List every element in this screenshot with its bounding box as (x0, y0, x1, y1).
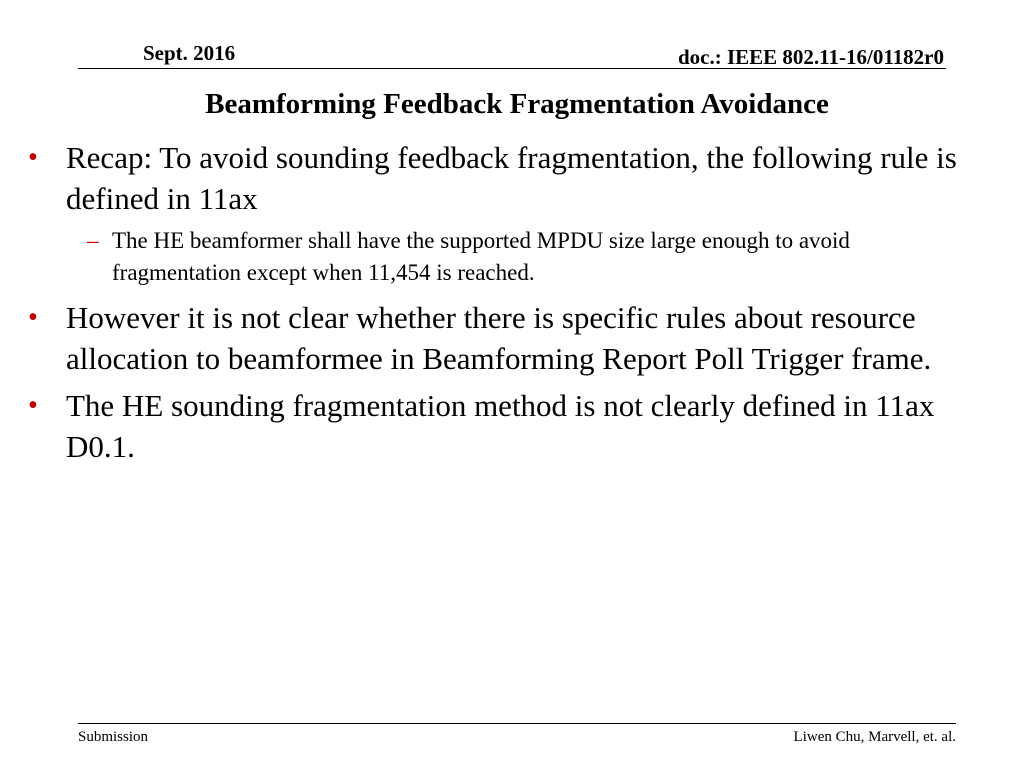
bullet-item (0, 297, 1024, 379)
sub-bullet-item (0, 225, 1024, 289)
bullet-text: Recap: To avoid sounding feedback fragmentation, the following rule is defined in 11ax (66, 140, 957, 216)
bullet-marker: • (28, 302, 38, 333)
header-rule (78, 68, 946, 69)
bullet-text: The HE sounding fragmentation method is not clearly defined in 11ax D0.1. (66, 388, 935, 464)
footer-authors: Liwen Chu, Marvell, et. al. (793, 729, 956, 745)
bullet-marker: • (28, 142, 38, 173)
footer-submission: Submission (78, 729, 149, 745)
bullet-item (0, 385, 1024, 467)
bullet-marker: • (28, 390, 38, 421)
sub-bullet-marker: – (87, 228, 99, 253)
slide-title: Beamforming Feedback Fragmentation Avoidance (205, 88, 829, 120)
footer-rule (78, 723, 956, 724)
slide-content (0, 137, 1024, 473)
bullet-item (0, 137, 1024, 219)
header-doc-id: doc.: IEEE 802.11-16/01182r0 (677, 45, 944, 69)
header-date: Sept. 2016 (143, 41, 236, 65)
sub-bullet-text: The HE beamformer shall have the supported MPDU size large enough to avoid fragmentation except when 11,454 is reached. (112, 228, 850, 285)
bullet-text: However it is not clear whether there is specific rules about resource allocation to beamformee in Beamforming Report Poll Trigger frame. (66, 300, 932, 376)
